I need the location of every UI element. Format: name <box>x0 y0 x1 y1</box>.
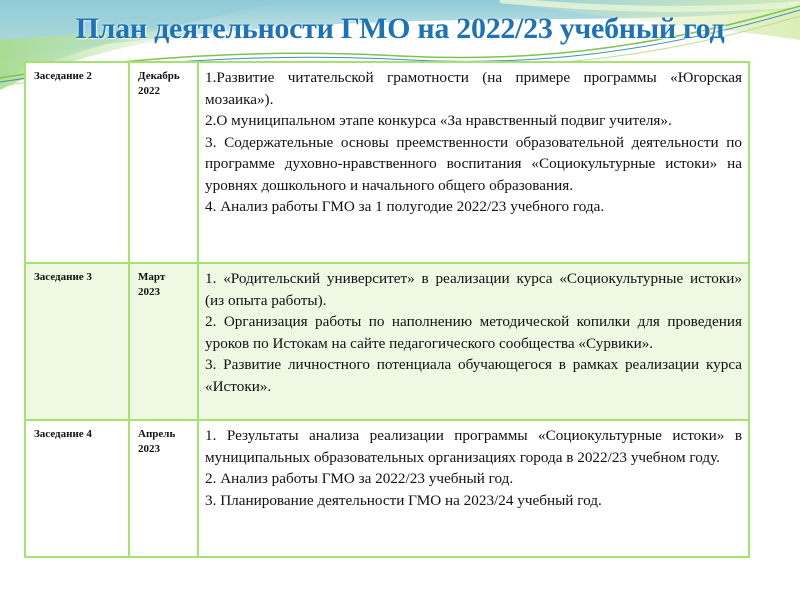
meeting-agenda-cell <box>198 62 749 263</box>
meeting-name-cell <box>25 62 129 263</box>
agenda-item: 2. Организация работы по наполнению методической копилки для проведения уроков по Истокам на сайте педагогического сообщества «Сурвики». <box>205 313 742 352</box>
meeting-year: 2022 <box>138 85 160 97</box>
meeting-date-cell <box>129 62 198 263</box>
agenda-item: 3. Развитие личностного потенциала обучающегося в рамках реализации курса «Истоки». <box>205 356 742 395</box>
meeting-date-cell <box>129 263 198 420</box>
table-row <box>25 420 749 557</box>
agenda-item: 3. Планирование деятельности ГМО на 2023/24 учебный год. <box>205 491 602 509</box>
meeting-agenda-cell <box>198 420 749 557</box>
meeting-plan-table <box>24 61 750 558</box>
agenda-item: 1. Результаты анализа реализации программы «Социокультурные истоки» в муниципальных образовательных организациях города в 2022/23 учебном году. <box>205 427 742 466</box>
agenda-item: 4. Анализ работы ГМО за 1 полугодие 2022/23 учебного года. <box>205 198 605 215</box>
slide-title: План деятельности ГМО на 2022/23 учебный год <box>75 12 725 45</box>
meeting-year: 2023 <box>138 443 160 455</box>
agenda-item: 2.О муниципальном этапе конкурса «За нравственный подвиг учителя». <box>205 112 672 129</box>
meeting-month: Март <box>138 271 166 283</box>
meeting-agenda-cell <box>198 263 749 420</box>
meeting-year: 2023 <box>138 286 160 298</box>
meeting-name-cell <box>25 420 129 557</box>
meeting-month: Декабрь <box>138 70 180 82</box>
agenda-item: 2. Анализ работы ГМО за 2022/23 учебный год. <box>205 470 514 487</box>
meeting-name: Заседание 2 <box>34 70 92 82</box>
meeting-date-cell <box>129 420 198 557</box>
meeting-month: Апрель <box>138 428 176 440</box>
meeting-name: Заседание 3 <box>34 271 92 283</box>
table-row <box>25 62 749 263</box>
meeting-name: Заседание 4 <box>34 428 92 440</box>
agenda-item: 1. «Родительский университет» в реализации курса «Социокультурные истоки» (из опыта работы). <box>205 270 742 309</box>
agenda-item: 3. Содержательные основы преемственности образовательной деятельности по программе духовно-нравственного воспитания «Социокультурные истоки» на уровнях дошкольного и начального общего образования. <box>205 133 742 194</box>
meeting-name-cell <box>25 263 129 420</box>
table-row <box>25 263 749 420</box>
agenda-item: 1.Развитие читательской грамотности (на примере программы «Югорская мозаика»). <box>205 69 742 108</box>
